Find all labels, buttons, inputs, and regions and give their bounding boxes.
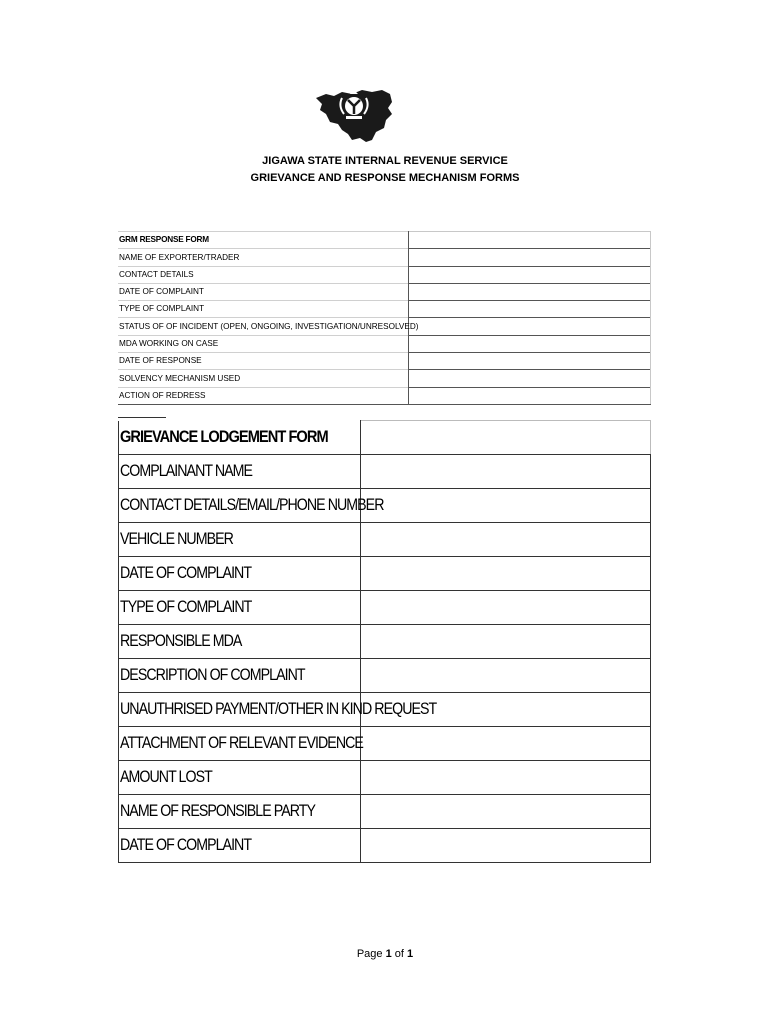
grievance-row-label-text: VEHICLE NUMBER — [120, 530, 233, 548]
grievance-form-heading-value — [361, 421, 651, 455]
grievance-row-label — [119, 795, 361, 829]
grm-row-label: TYPE OF COMPLAINT — [118, 301, 409, 318]
grievance-row-label — [119, 591, 361, 625]
grievance-row-value-field[interactable] — [361, 523, 651, 557]
grievance-row-label — [119, 455, 361, 489]
grievance-row-value-field[interactable] — [361, 727, 651, 761]
grievance-row-label-text: TYPE OF COMPLAINT — [120, 598, 252, 616]
grm-row-value-field[interactable] — [409, 387, 651, 404]
grievance-row-label-text: CONTACT DETAILS/EMAIL/PHONE NUMBER — [120, 496, 384, 514]
grm-row-label: ACTION OF REDRESS — [118, 387, 409, 404]
grm-row-label: SOLVENCY MECHANISM USED — [118, 370, 409, 387]
grm-row-value-field[interactable] — [409, 301, 651, 318]
grievance-lodgement-form — [118, 420, 651, 863]
page-total: 1 — [407, 948, 414, 960]
grm-row-value-field[interactable] — [409, 266, 651, 283]
grievance-row-label-text: UNAUTHRISED PAYMENT/OTHER IN KIND REQUEST — [120, 700, 437, 718]
grievance-row-label-text: NAME OF RESPONSIBLE PARTY — [120, 802, 316, 820]
grievance-row-value-field[interactable] — [361, 557, 651, 591]
grievance-row-value-field[interactable] — [361, 455, 651, 489]
grm-row-label: DATE OF RESPONSE — [118, 353, 409, 370]
nigeria-map-coat-of-arms-icon — [312, 84, 396, 144]
page-word: Page — [356, 948, 383, 960]
grievance-row-value-field[interactable] — [361, 795, 651, 829]
grievance-row-value-field[interactable] — [361, 659, 651, 693]
grm-row-value-field[interactable] — [409, 249, 651, 266]
grievance-row-value-field[interactable] — [361, 591, 651, 625]
section-divider — [118, 417, 166, 418]
grievance-row-label-text: DESCRIPTION OF COMPLAINT — [120, 666, 305, 684]
page-current: 1 — [385, 948, 392, 960]
grievance-row-label — [119, 693, 437, 727]
grm-form-heading: GRM RESPONSE FORM — [118, 232, 409, 249]
grievance-form-heading-text: GRIEVANCE LODGEMENT FORM — [120, 427, 328, 447]
grm-row-label: CONTACT DETAILS — [118, 266, 409, 283]
grievance-row-label-text: DATE OF COMPLAINT — [120, 564, 252, 582]
grievance-row-label-text: ATTACHMENT OF RELEVANT EVIDENCE — [120, 734, 363, 752]
grm-row-label: NAME OF EXPORTER/TRADER — [118, 249, 409, 266]
grievance-row-label — [119, 829, 361, 863]
grm-row-value-field[interactable] — [409, 370, 651, 387]
grievance-row-label-text: RESPONSIBLE MDA — [120, 632, 242, 650]
grievance-row-label — [119, 625, 361, 659]
page-number — [0, 948, 770, 960]
grievance-row-label — [119, 523, 361, 557]
grm-row-value-field[interactable] — [409, 335, 651, 352]
grm-row-value-field[interactable] — [409, 283, 651, 300]
grm-form-heading-value — [409, 232, 651, 249]
grievance-row-value-field[interactable] — [361, 829, 651, 863]
grm-row-label: DATE OF COMPLAINT — [118, 283, 409, 300]
grm-response-form — [118, 231, 651, 405]
grievance-row-label — [119, 659, 361, 693]
grievance-row-label-text: DATE OF COMPLAINT — [120, 836, 252, 854]
grm-row-label: STATUS OF OF INCIDENT (OPEN, ONGOING, INVESTIGATION/UNRESOLVED) — [118, 318, 409, 335]
of-word: of — [394, 948, 404, 960]
grievance-row-value-field[interactable] — [361, 761, 651, 795]
grievance-row-label — [119, 727, 361, 761]
grm-row-value-field[interactable] — [409, 318, 651, 335]
grievance-row-label-text: COMPLAINANT NAME — [120, 462, 253, 480]
grievance-row-label — [119, 761, 361, 795]
grievance-row-label-text: AMOUNT LOST — [120, 768, 212, 786]
document-title-line-2: GRIEVANCE AND RESPONSE MECHANISM FORMS — [250, 172, 520, 184]
grm-row-value-field[interactable] — [409, 353, 651, 370]
grievance-row-value-field[interactable] — [361, 625, 651, 659]
grm-row-label: MDA WORKING ON CASE — [118, 335, 409, 352]
grievance-row-label — [119, 489, 384, 523]
grievance-form-heading — [119, 421, 361, 455]
grievance-row-value-field[interactable] — [361, 489, 651, 523]
grievance-row-label — [119, 557, 361, 591]
document-title-line-1: JIGAWA STATE INTERNAL REVENUE SERVICE — [262, 155, 508, 167]
